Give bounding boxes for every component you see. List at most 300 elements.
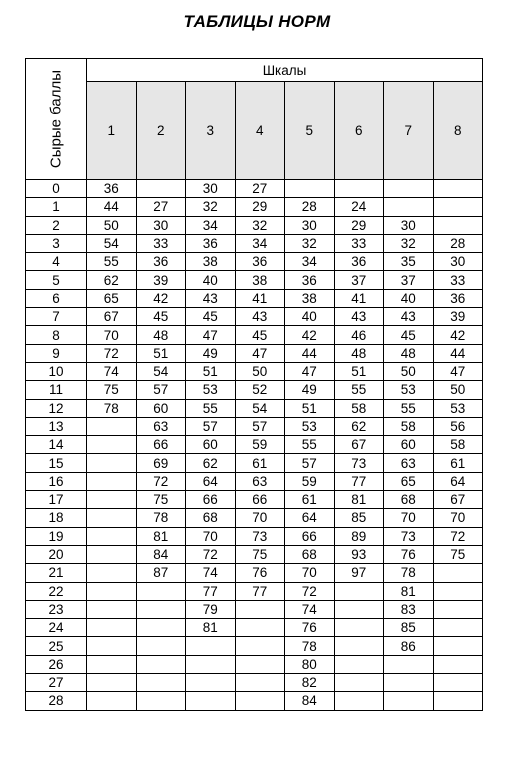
norm-value-cell	[334, 180, 384, 198]
norm-value-cell: 73	[334, 454, 384, 472]
norm-value-cell: 27	[136, 198, 186, 216]
raw-score-cell: 26	[26, 655, 87, 673]
norm-value-cell: 73	[235, 527, 285, 545]
norm-value-cell: 36	[433, 289, 483, 307]
norm-value-cell: 75	[136, 491, 186, 509]
scale-number-header: 1	[87, 82, 137, 180]
norm-value-cell: 34	[186, 216, 236, 234]
norm-value-cell: 54	[87, 234, 137, 252]
norm-value-cell	[433, 655, 483, 673]
norm-value-cell: 32	[186, 198, 236, 216]
norm-value-cell: 55	[87, 253, 137, 271]
norm-value-cell	[433, 564, 483, 582]
norm-value-cell: 36	[235, 253, 285, 271]
header-row-scale-numbers	[26, 82, 483, 180]
norm-value-cell	[433, 600, 483, 618]
norm-value-cell: 64	[186, 472, 236, 490]
norm-value-cell: 77	[235, 582, 285, 600]
table-row	[26, 198, 483, 216]
norm-value-cell: 70	[87, 326, 137, 344]
norm-value-cell: 51	[334, 362, 384, 380]
norm-value-cell: 57	[136, 381, 186, 399]
norm-value-cell	[87, 674, 137, 692]
table-row	[26, 509, 483, 527]
norm-value-cell	[87, 564, 137, 582]
norm-value-cell: 36	[186, 234, 236, 252]
norm-value-cell: 64	[433, 472, 483, 490]
norm-value-cell: 68	[186, 509, 236, 527]
norm-value-cell: 55	[334, 381, 384, 399]
norm-value-cell	[384, 692, 434, 710]
norm-value-cell	[433, 674, 483, 692]
raw-score-cell: 20	[26, 545, 87, 563]
norm-value-cell: 44	[433, 344, 483, 362]
norm-value-cell: 50	[235, 362, 285, 380]
norm-value-cell: 39	[433, 308, 483, 326]
norm-value-cell	[334, 637, 384, 655]
scales-header: Шкалы	[87, 59, 483, 82]
norm-value-cell: 70	[433, 509, 483, 527]
table-row	[26, 362, 483, 380]
norm-value-cell: 56	[433, 417, 483, 435]
norm-value-cell: 42	[136, 289, 186, 307]
norm-value-cell: 49	[285, 381, 335, 399]
norm-value-cell	[235, 655, 285, 673]
norm-value-cell: 45	[136, 308, 186, 326]
norm-value-cell: 38	[285, 289, 335, 307]
norm-value-cell	[334, 692, 384, 710]
norm-value-cell	[433, 198, 483, 216]
norm-value-cell: 82	[285, 674, 335, 692]
norm-value-cell: 57	[285, 454, 335, 472]
norm-value-cell: 65	[87, 289, 137, 307]
raw-score-cell: 19	[26, 527, 87, 545]
norm-value-cell: 72	[87, 344, 137, 362]
raw-score-cell: 9	[26, 344, 87, 362]
norm-value-cell: 54	[136, 362, 186, 380]
norm-value-cell: 81	[136, 527, 186, 545]
norm-value-cell: 50	[87, 216, 137, 234]
norm-value-cell	[384, 198, 434, 216]
norm-value-cell	[136, 655, 186, 673]
norm-value-cell: 87	[136, 564, 186, 582]
norm-value-cell: 66	[235, 491, 285, 509]
norm-value-cell	[384, 180, 434, 198]
table-row	[26, 527, 483, 545]
norm-value-cell	[235, 674, 285, 692]
scale-number-header: 8	[433, 82, 483, 180]
norm-value-cell: 75	[235, 545, 285, 563]
norm-value-cell: 78	[384, 564, 434, 582]
norm-value-cell: 44	[87, 198, 137, 216]
norm-value-cell: 55	[285, 436, 335, 454]
norm-value-cell	[186, 655, 236, 673]
table-row	[26, 491, 483, 509]
norm-value-cell: 37	[384, 271, 434, 289]
norm-value-cell: 30	[285, 216, 335, 234]
norm-value-cell: 80	[285, 655, 335, 673]
norms-table	[25, 58, 483, 711]
norm-value-cell: 47	[285, 362, 335, 380]
scale-number-header: 6	[334, 82, 384, 180]
norm-value-cell: 72	[285, 582, 335, 600]
norm-value-cell: 35	[384, 253, 434, 271]
norm-value-cell	[285, 180, 335, 198]
norm-value-cell: 89	[334, 527, 384, 545]
norm-value-cell: 74	[87, 362, 137, 380]
norm-value-cell	[136, 582, 186, 600]
raw-score-cell: 5	[26, 271, 87, 289]
scale-number-header: 4	[235, 82, 285, 180]
norm-value-cell: 46	[334, 326, 384, 344]
norm-value-cell	[334, 674, 384, 692]
norm-value-cell: 29	[334, 216, 384, 234]
norm-value-cell: 34	[285, 253, 335, 271]
norm-value-cell: 74	[285, 600, 335, 618]
norm-value-cell: 70	[235, 509, 285, 527]
norm-value-cell: 81	[334, 491, 384, 509]
table-row	[26, 600, 483, 618]
norm-value-cell: 97	[334, 564, 384, 582]
table-row	[26, 655, 483, 673]
norm-value-cell	[235, 692, 285, 710]
norm-value-cell	[334, 619, 384, 637]
norm-value-cell: 64	[285, 509, 335, 527]
norm-value-cell: 27	[235, 180, 285, 198]
norm-value-cell: 57	[186, 417, 236, 435]
norm-value-cell: 68	[384, 491, 434, 509]
table-row	[26, 289, 483, 307]
norm-value-cell: 78	[136, 509, 186, 527]
norm-value-cell: 28	[433, 234, 483, 252]
norm-value-cell: 62	[186, 454, 236, 472]
raw-score-cell: 23	[26, 600, 87, 618]
norm-value-cell: 40	[186, 271, 236, 289]
raw-score-cell: 28	[26, 692, 87, 710]
norm-value-cell: 70	[384, 509, 434, 527]
norm-value-cell: 38	[235, 271, 285, 289]
norm-value-cell: 63	[235, 472, 285, 490]
norm-value-cell	[136, 637, 186, 655]
norm-value-cell	[433, 216, 483, 234]
norm-value-cell: 60	[186, 436, 236, 454]
table-row	[26, 234, 483, 252]
norm-value-cell	[87, 436, 137, 454]
norm-value-cell: 43	[384, 308, 434, 326]
table-row	[26, 619, 483, 637]
raw-score-cell: 25	[26, 637, 87, 655]
norm-value-cell: 78	[285, 637, 335, 655]
norm-value-cell: 66	[186, 491, 236, 509]
norm-value-cell: 76	[384, 545, 434, 563]
norm-value-cell: 67	[334, 436, 384, 454]
norm-value-cell: 68	[285, 545, 335, 563]
norm-value-cell: 48	[334, 344, 384, 362]
table-row	[26, 582, 483, 600]
norm-value-cell: 51	[136, 344, 186, 362]
header-row-scales	[26, 59, 483, 82]
table-row	[26, 326, 483, 344]
norm-value-cell: 33	[433, 271, 483, 289]
norm-value-cell: 30	[433, 253, 483, 271]
raw-score-cell: 3	[26, 234, 87, 252]
norm-value-cell: 52	[235, 381, 285, 399]
norm-value-cell: 39	[136, 271, 186, 289]
norm-value-cell: 84	[285, 692, 335, 710]
norm-value-cell: 42	[433, 326, 483, 344]
raw-score-cell: 4	[26, 253, 87, 271]
norm-value-cell	[235, 619, 285, 637]
raw-score-cell: 15	[26, 454, 87, 472]
norm-value-cell	[136, 619, 186, 637]
norm-value-cell: 55	[384, 399, 434, 417]
norm-value-cell: 83	[384, 600, 434, 618]
norm-value-cell: 85	[334, 509, 384, 527]
norm-value-cell: 78	[87, 399, 137, 417]
norm-value-cell: 76	[235, 564, 285, 582]
norm-value-cell: 54	[235, 399, 285, 417]
norm-value-cell: 41	[235, 289, 285, 307]
norm-value-cell: 43	[186, 289, 236, 307]
norm-value-cell	[334, 655, 384, 673]
norm-value-cell: 66	[285, 527, 335, 545]
norm-value-cell	[433, 637, 483, 655]
norm-value-cell: 85	[384, 619, 434, 637]
table-row	[26, 344, 483, 362]
norm-value-cell: 34	[235, 234, 285, 252]
norm-value-cell	[87, 527, 137, 545]
table-row	[26, 674, 483, 692]
norm-value-cell: 73	[384, 527, 434, 545]
raw-score-cell: 14	[26, 436, 87, 454]
norm-value-cell	[186, 674, 236, 692]
raw-score-cell: 17	[26, 491, 87, 509]
norm-value-cell: 48	[136, 326, 186, 344]
raw-score-cell: 8	[26, 326, 87, 344]
norm-value-cell: 43	[334, 308, 384, 326]
norm-value-cell: 77	[186, 582, 236, 600]
norm-value-cell: 66	[136, 436, 186, 454]
raw-score-cell: 16	[26, 472, 87, 490]
raw-score-cell: 18	[26, 509, 87, 527]
norm-value-cell	[87, 655, 137, 673]
norm-value-cell	[186, 637, 236, 655]
norm-value-cell	[384, 674, 434, 692]
norm-value-cell	[87, 692, 137, 710]
norm-value-cell	[433, 180, 483, 198]
raw-score-cell: 11	[26, 381, 87, 399]
norm-value-cell: 53	[433, 399, 483, 417]
norm-value-cell: 43	[235, 308, 285, 326]
norm-value-cell: 61	[285, 491, 335, 509]
norm-value-cell: 58	[384, 417, 434, 435]
norm-value-cell: 28	[285, 198, 335, 216]
norm-value-cell	[87, 472, 137, 490]
table-row	[26, 564, 483, 582]
norm-value-cell	[87, 545, 137, 563]
norm-value-cell: 84	[136, 545, 186, 563]
norm-value-cell: 47	[433, 362, 483, 380]
table-row	[26, 454, 483, 472]
table-row	[26, 216, 483, 234]
norm-value-cell: 79	[186, 600, 236, 618]
norm-value-cell: 72	[433, 527, 483, 545]
norm-value-cell: 47	[235, 344, 285, 362]
norm-value-cell	[433, 582, 483, 600]
norm-value-cell: 24	[334, 198, 384, 216]
norm-value-cell: 58	[334, 399, 384, 417]
raw-score-cell: 6	[26, 289, 87, 307]
norm-value-cell: 32	[285, 234, 335, 252]
raw-score-cell: 21	[26, 564, 87, 582]
norm-value-cell: 55	[186, 399, 236, 417]
norm-value-cell: 32	[235, 216, 285, 234]
norm-value-cell	[433, 619, 483, 637]
norm-value-cell: 45	[235, 326, 285, 344]
norm-value-cell: 60	[136, 399, 186, 417]
table-row	[26, 271, 483, 289]
norm-value-cell: 50	[384, 362, 434, 380]
table-row	[26, 472, 483, 490]
norm-value-cell: 63	[136, 417, 186, 435]
norm-value-cell: 67	[87, 308, 137, 326]
raw-score-cell: 27	[26, 674, 87, 692]
norm-value-cell	[87, 454, 137, 472]
table-row	[26, 308, 483, 326]
norm-value-cell: 48	[384, 344, 434, 362]
norm-value-cell	[334, 600, 384, 618]
norm-value-cell: 63	[384, 454, 434, 472]
norm-value-cell: 77	[334, 472, 384, 490]
norm-value-cell: 44	[285, 344, 335, 362]
norm-value-cell: 40	[285, 308, 335, 326]
norm-value-cell: 72	[136, 472, 186, 490]
norm-value-cell	[235, 600, 285, 618]
norm-value-cell: 61	[235, 454, 285, 472]
raw-score-cell: 24	[26, 619, 87, 637]
norm-value-cell: 62	[334, 417, 384, 435]
norm-value-cell: 81	[384, 582, 434, 600]
norm-value-cell: 45	[186, 308, 236, 326]
norm-value-cell: 59	[235, 436, 285, 454]
norm-value-cell	[433, 692, 483, 710]
scale-number-header: 5	[285, 82, 335, 180]
norm-value-cell: 53	[186, 381, 236, 399]
raw-score-cell: 2	[26, 216, 87, 234]
norm-value-cell: 33	[334, 234, 384, 252]
norm-value-cell: 36	[334, 253, 384, 271]
raw-score-cell: 10	[26, 362, 87, 380]
norm-value-cell	[136, 600, 186, 618]
norm-value-cell	[87, 582, 137, 600]
norm-value-cell	[87, 619, 137, 637]
table-row	[26, 399, 483, 417]
table-row	[26, 545, 483, 563]
norm-value-cell: 61	[433, 454, 483, 472]
raw-scores-label: Сырые баллы	[47, 69, 65, 169]
norm-value-cell: 30	[384, 216, 434, 234]
norm-value-cell: 51	[186, 362, 236, 380]
norm-value-cell: 50	[433, 381, 483, 399]
norm-value-cell: 42	[285, 326, 335, 344]
norm-value-cell: 93	[334, 545, 384, 563]
raw-score-cell: 1	[26, 198, 87, 216]
norm-value-cell	[87, 417, 137, 435]
norm-value-cell: 75	[433, 545, 483, 563]
norm-value-cell	[136, 674, 186, 692]
norm-value-cell: 75	[87, 381, 137, 399]
norm-value-cell: 59	[285, 472, 335, 490]
norm-value-cell: 30	[186, 180, 236, 198]
norm-value-cell: 30	[136, 216, 186, 234]
table-row	[26, 180, 483, 198]
norm-value-cell	[186, 692, 236, 710]
table-row	[26, 637, 483, 655]
norm-value-cell: 41	[334, 289, 384, 307]
scale-number-header: 7	[384, 82, 434, 180]
norm-value-cell: 51	[285, 399, 335, 417]
norm-value-cell: 36	[136, 253, 186, 271]
norm-value-cell	[136, 692, 186, 710]
norm-value-cell: 60	[384, 436, 434, 454]
norm-value-cell: 53	[384, 381, 434, 399]
table-row	[26, 692, 483, 710]
norm-value-cell: 53	[285, 417, 335, 435]
norm-value-cell: 70	[285, 564, 335, 582]
norm-value-cell: 67	[433, 491, 483, 509]
norm-value-cell: 57	[235, 417, 285, 435]
raw-scores-header	[26, 59, 87, 180]
raw-score-cell: 7	[26, 308, 87, 326]
norm-value-cell	[87, 509, 137, 527]
scale-number-header: 2	[136, 82, 186, 180]
norm-value-cell: 29	[235, 198, 285, 216]
norm-value-cell: 81	[186, 619, 236, 637]
table-row	[26, 381, 483, 399]
norm-value-cell	[235, 637, 285, 655]
norm-value-cell	[334, 582, 384, 600]
norm-value-cell: 76	[285, 619, 335, 637]
raw-score-cell: 12	[26, 399, 87, 417]
raw-score-cell: 13	[26, 417, 87, 435]
norm-value-cell: 45	[384, 326, 434, 344]
norm-value-cell: 36	[285, 271, 335, 289]
norm-value-cell: 70	[186, 527, 236, 545]
norm-value-cell: 65	[384, 472, 434, 490]
table-row	[26, 253, 483, 271]
scale-number-header: 3	[186, 82, 236, 180]
norm-value-cell: 69	[136, 454, 186, 472]
norm-value-cell: 37	[334, 271, 384, 289]
norm-value-cell	[384, 655, 434, 673]
norm-value-cell: 47	[186, 326, 236, 344]
norm-value-cell	[87, 637, 137, 655]
norm-value-cell: 32	[384, 234, 434, 252]
norm-value-cell: 58	[433, 436, 483, 454]
norm-value-cell: 62	[87, 271, 137, 289]
page-title: ТАБЛИЦЫ НОРМ	[183, 12, 331, 31]
table-header	[26, 59, 483, 180]
raw-score-cell: 0	[26, 180, 87, 198]
norm-value-cell	[87, 600, 137, 618]
norm-value-cell	[87, 491, 137, 509]
norm-value-cell: 38	[186, 253, 236, 271]
norm-value-cell	[136, 180, 186, 198]
table-row	[26, 417, 483, 435]
norm-value-cell: 33	[136, 234, 186, 252]
raw-score-cell: 22	[26, 582, 87, 600]
norm-value-cell: 40	[384, 289, 434, 307]
